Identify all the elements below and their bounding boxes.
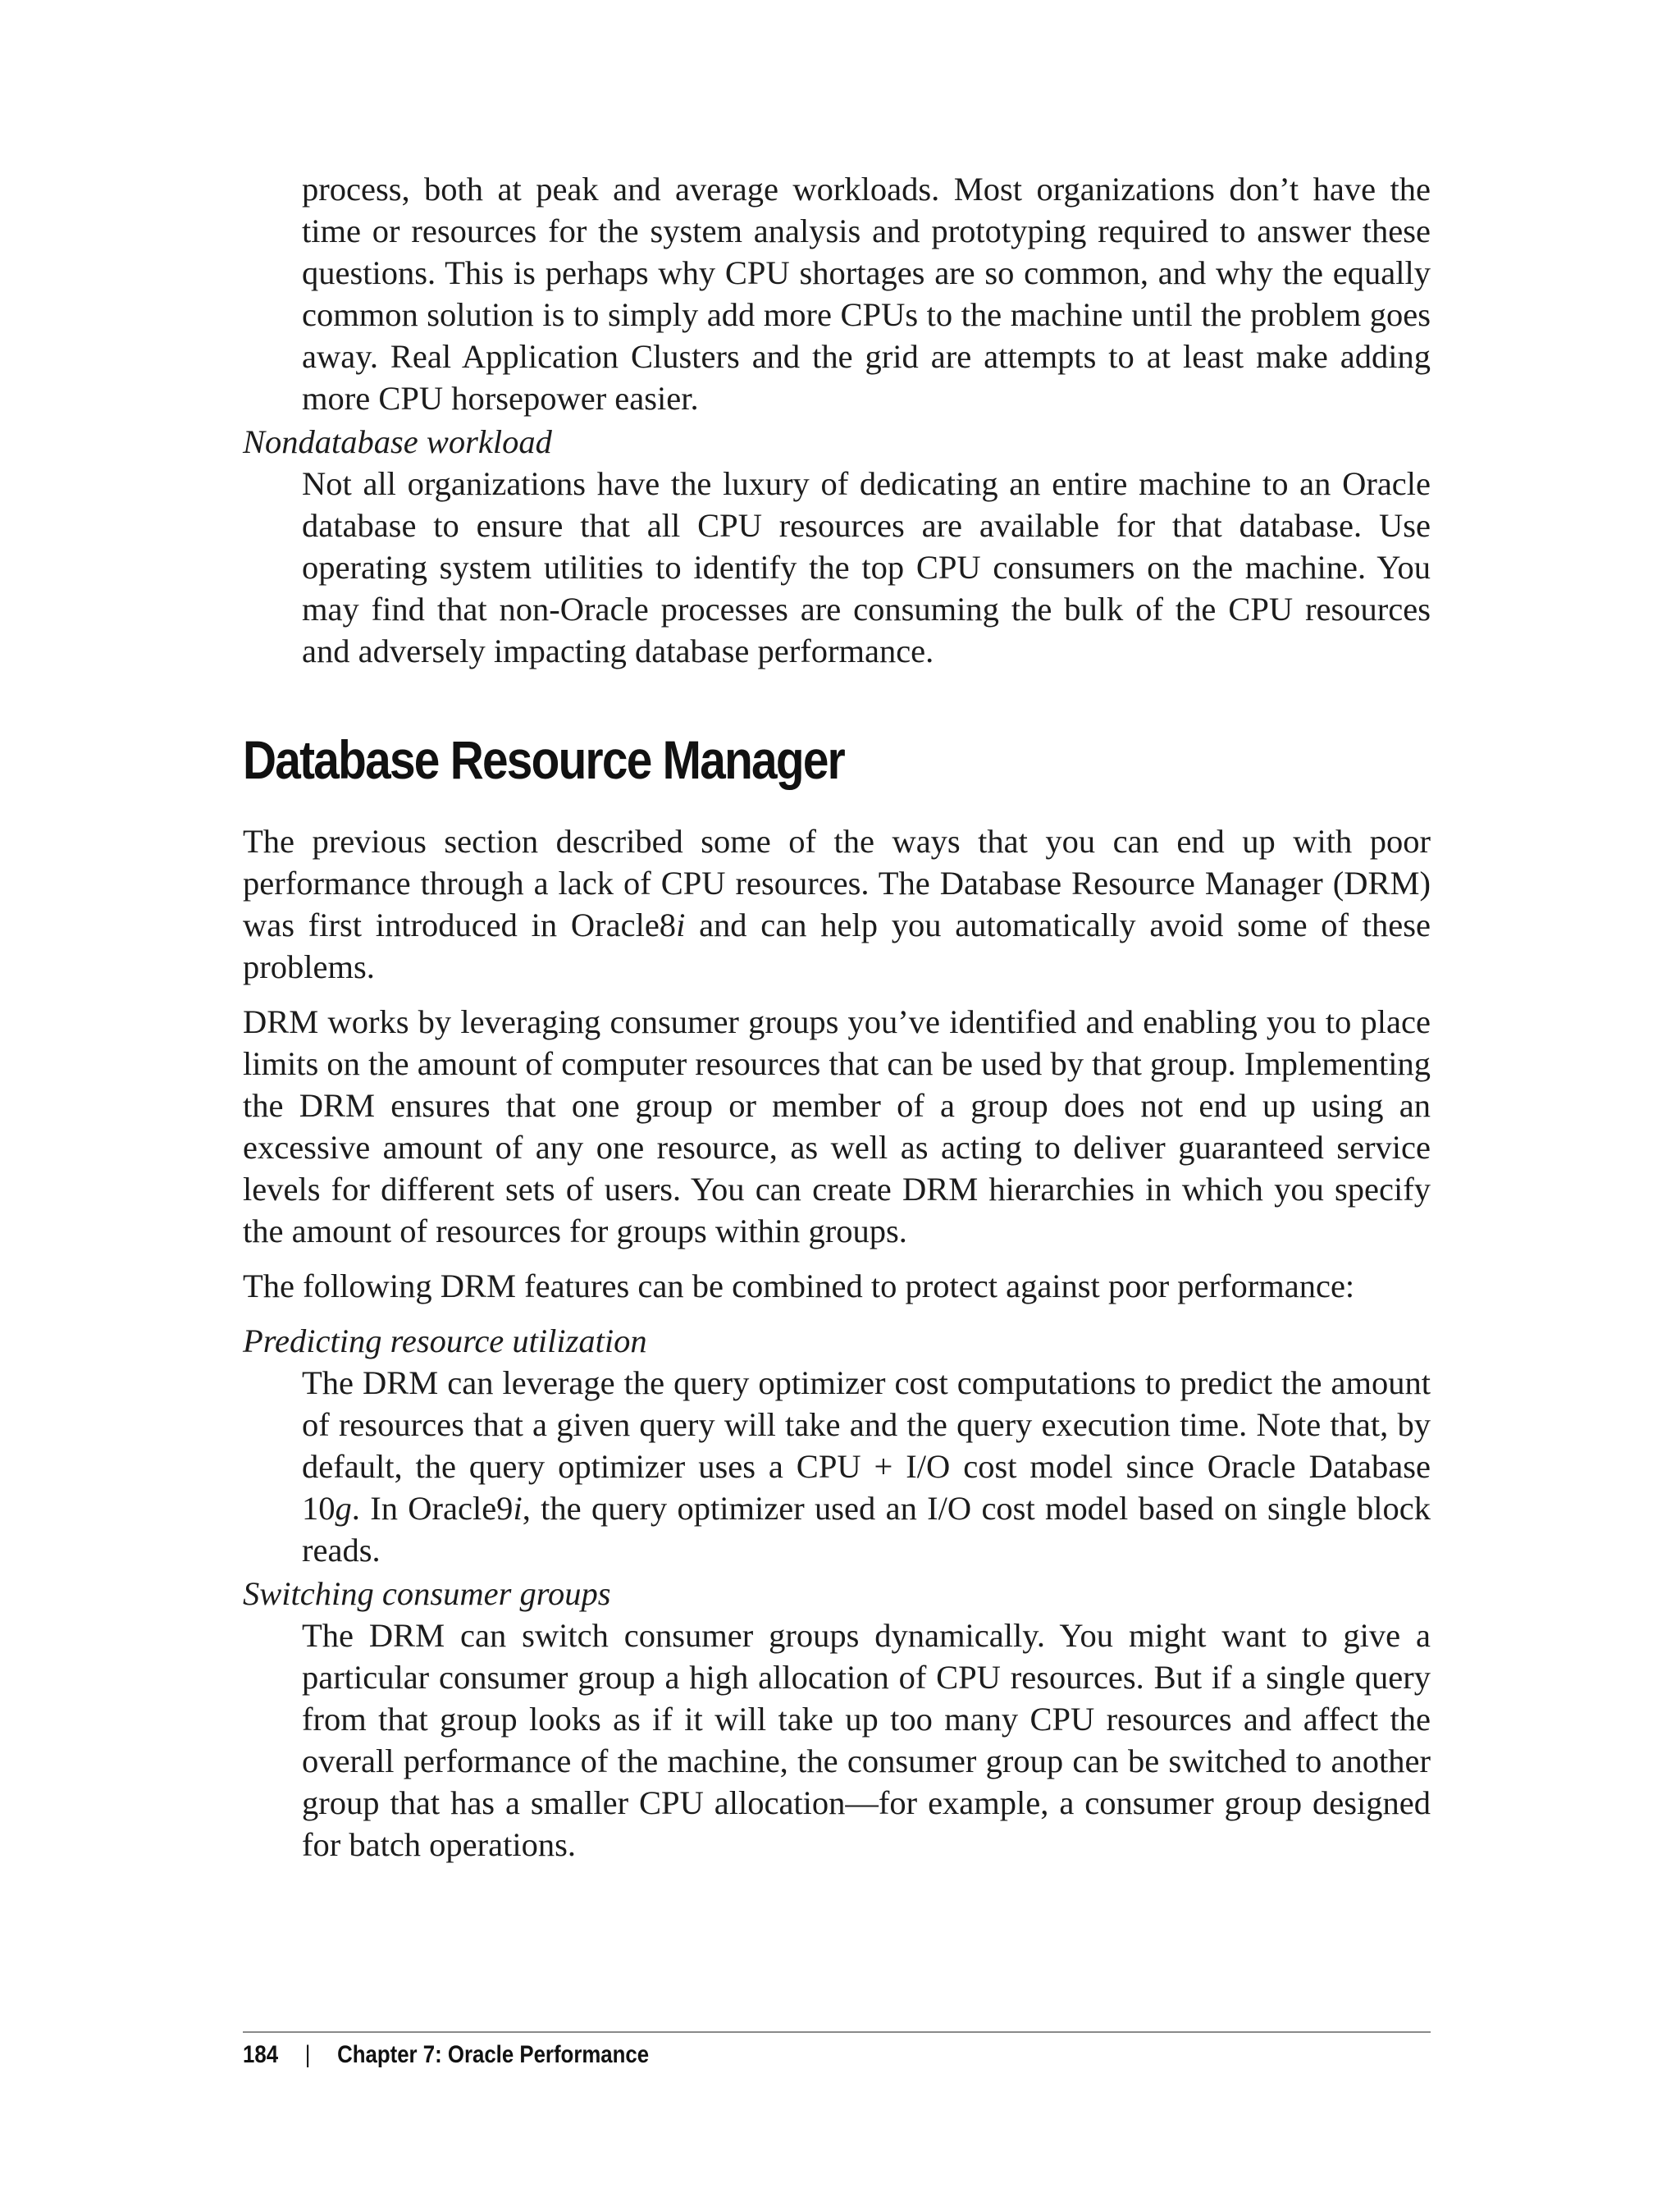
predicting-description: [302, 1362, 1431, 1571]
p1-text-b: and can help you automatically avoid some of these problems.: [243, 907, 1431, 985]
section-heading: Database Resource Manager: [243, 729, 845, 790]
term-switching-consumer-groups: Switching consumer groups: [243, 1575, 611, 1612]
intro-paragraph: process, both at peak and average workloads. Most organizations don’t have the time or resources for the system analysis and prototyping required to answer these questions. This is perhaps why CPU shortages are so common, and why the equally common solution is to simply add more CPUs to the machine until the problem goes away. Real Application Clusters and the grid are attempts to at least make adding more CPU horsepower easier.: [302, 171, 1431, 417]
term-nondatabase-workload: Nondatabase workload: [243, 423, 552, 460]
footer-divider: [243, 2031, 1431, 2033]
page-footer: [243, 2041, 649, 2069]
d1-text-b: . In Oracle9: [351, 1490, 514, 1527]
footer-separator: |: [304, 2041, 311, 2068]
d1-text-a: The DRM can leverage the query optimizer cost computations to predict the amount of resources that a given query will take and the query execution time. Note that, by default, the query optimizer uses a CPU + I/O cost model since Oracle Database 10: [302, 1364, 1431, 1527]
d1-italic-i: i: [513, 1490, 523, 1527]
p1-italic-i: i: [676, 907, 686, 943]
nondatabase-description: Not all organizations have the luxury of dedicating an entire machine to an Oracle database to ensure that all CPU resources are available for that database. Use operating system utilities to identify the top CPU consumers on the machine. You may find that non-Oracle processes are consuming the bulk of the CPU resources and adversely impacting database performance.: [302, 465, 1431, 669]
d1-text-c: , the query optimizer used an I/O cost model based on single block reads.: [302, 1490, 1431, 1569]
term-predicting-resource-utilization: Predicting resource utilization: [243, 1322, 647, 1359]
section-body: [243, 820, 1431, 1866]
switching-description: The DRM can switch consumer groups dynamically. You might want to give a particular consumer group a high allocation of CPU resources. But if a single query from that group looks as if it will take up too many CPU resources and affect the overall performance of the machine, the consumer group can be switched to another group that has a smaller CPU allocation—for example, a consumer group designed for batch operations.: [302, 1617, 1431, 1863]
d1-italic-g: g: [335, 1490, 352, 1527]
section-paragraph-3: The following DRM features can be combined to protect against poor performance:: [243, 1267, 1355, 1304]
intro-block: [243, 168, 1431, 672]
p1-text-a: The previous section described some of the ways that you can end up with poor performance through a lack of CPU resources. The Database Resource Manager (DRM) was first introduced in Oracle8: [243, 823, 1431, 943]
section-paragraph-1: [243, 820, 1431, 988]
page-number: 184: [243, 2041, 279, 2068]
chapter-title: Chapter 7: Oracle Performance: [337, 2041, 650, 2068]
section-paragraph-2: DRM works by leveraging consumer groups you’ve identified and enabling you to place limits on the amount of computer resources that can be used by that group. Implementing the DRM ensures that one group or member of a group does not end up using an excessive amount of any one resource, as well as acting to deliver guaranteed service levels for different sets of users. You can create DRM hierarchies in which you specify the amount of resources for groups within groups.: [243, 1003, 1431, 1249]
